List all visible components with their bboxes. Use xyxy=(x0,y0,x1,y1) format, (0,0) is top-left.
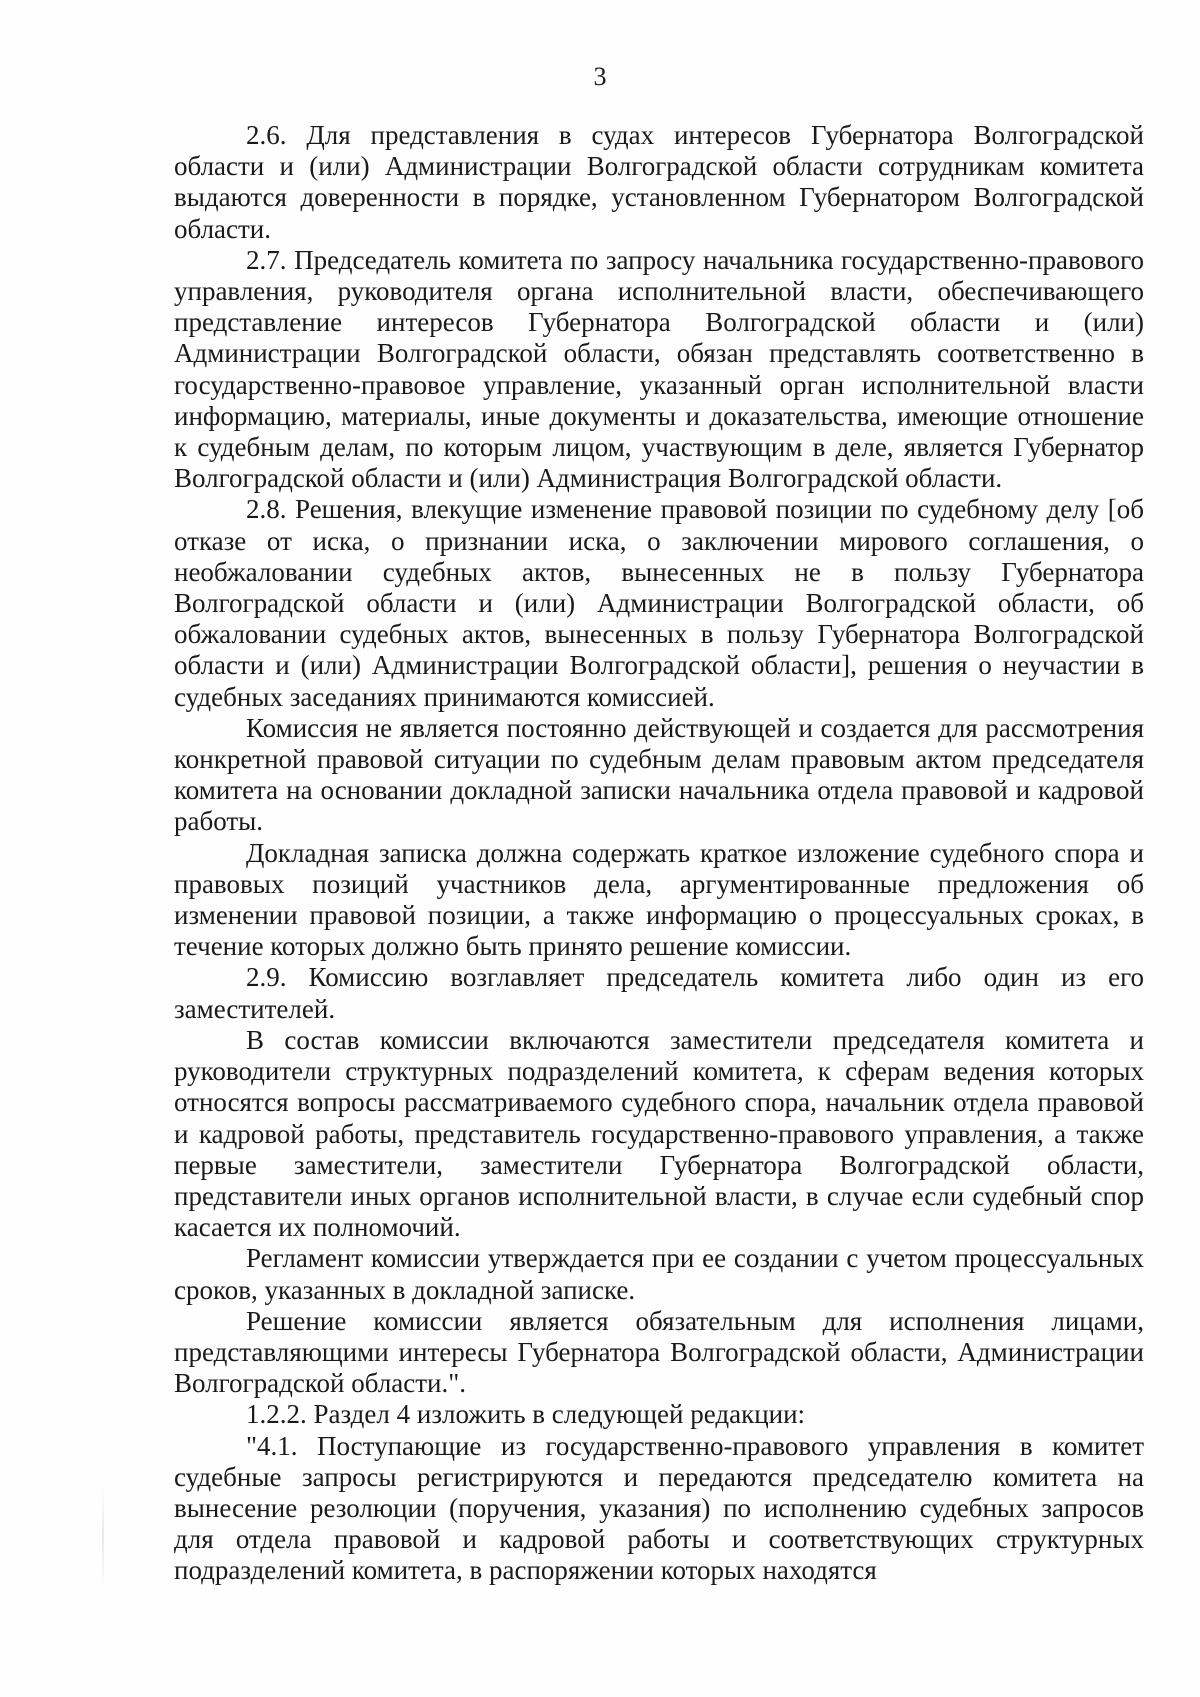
paragraph-2-8: 2.8. Решения, влекущие изменение правовой позиции по судебному делу [об отказе от иска, о признании иска, о заключении мирового соглашения, о необжаловании судебных актов, вынесенных не в пользу Губернатора Волгоградской области и (или) Администрации Волгоградской области, об обжаловании судебных актов, вынесенных в пользу Губернатора Волгоградской области и (или) Администрации Волгоградской области], решения о неучастии в судебных заседаниях принимаются комиссией. xyxy=(174,494,1144,712)
paragraph-decision: Решение комиссии является обязательным для исполнения лицами, представляющими интересы Губернатора Волгоградской области, Администрации Волгоградской области.". xyxy=(174,1305,1144,1399)
paragraph-4-1: "4.1. Поступающие из государственно-правового управления в комитет судебные запросы регистрируются и передаются председателю комитета на вынесение резолюции (поручения, указания) по исполнению судебных запросов для отдела правовой и кадровой работы и соответствующих структурных подразделений комитета, в распоряжении которых находятся xyxy=(174,1430,1144,1586)
document-body xyxy=(174,120,1144,1587)
paragraph-commission: Комиссия не является постоянно действующей и создается для рассмотрения конкретной правовой ситуации по судебным делам правовым актом председателя комитета на основании докладной записки начальника отдела правовой и кадровой работы. xyxy=(174,712,1144,837)
paragraph-memo: Докладная записка должна содержать краткое изложение судебного спора и правовых позиций участников дела, аргументированные предложения об изменении правовой позиции, а также информацию о процессуальных сроках, в течение которых должно быть принято решение комиссии. xyxy=(174,837,1144,962)
scan-edge-mark xyxy=(102,1482,104,1592)
paragraph-regulation: Регламент комиссии утверждается при ее создании с учетом процессуальных сроков, указанных в докладной записке. xyxy=(174,1243,1144,1305)
paragraph-1-2-2: 1.2.2. Раздел 4 изложить в следующей редакции: xyxy=(246,1399,806,1430)
paragraph-2-9: 2.9. Комиссию возглавляет председатель комитета либо один из его заместителей. xyxy=(174,962,1144,1024)
paragraph-2-7: 2.7. Председатель комитета по запросу начальника государственно-правового управления, руководителя органа исполнительной власти, обеспечивающего представление интересов Губернатора Волгоградской области и (или) Администрации Волгоградской области, обязан представлять соответственно в государственно-правовое управление, указанный орган исполнительной власти информацию, материалы, иные документы и доказательства, имеющие отношение к судебным делам, по которым лицом, участвующим в деле, является Губернатор Волгоградской области и (или) Администрация Волгоградской области. xyxy=(174,244,1144,494)
paragraph-commission-members: В состав комиссии включаются заместители председателя комитета и руководители структурных подразделений комитета, к сферам ведения которых относятся вопросы рассматриваемого судебного спора, начальник отдела правовой и кадровой работы, представитель государственно-правового управления, а также первые заместители, заместители Губернатора Волгоградской области, представители иных органов исполнительной власти, в случае если судебный спор касается их полномочий. xyxy=(174,1024,1144,1243)
page-number: 3 xyxy=(593,62,607,91)
paragraph-2-6: 2.6. Для представления в судах интересов Губернатора Волгоградской области и (или) Администрации Волгоградской области сотрудникам комитета выдаются доверенности в порядке, установленном Губернатором Волгоградской области. xyxy=(174,120,1144,244)
